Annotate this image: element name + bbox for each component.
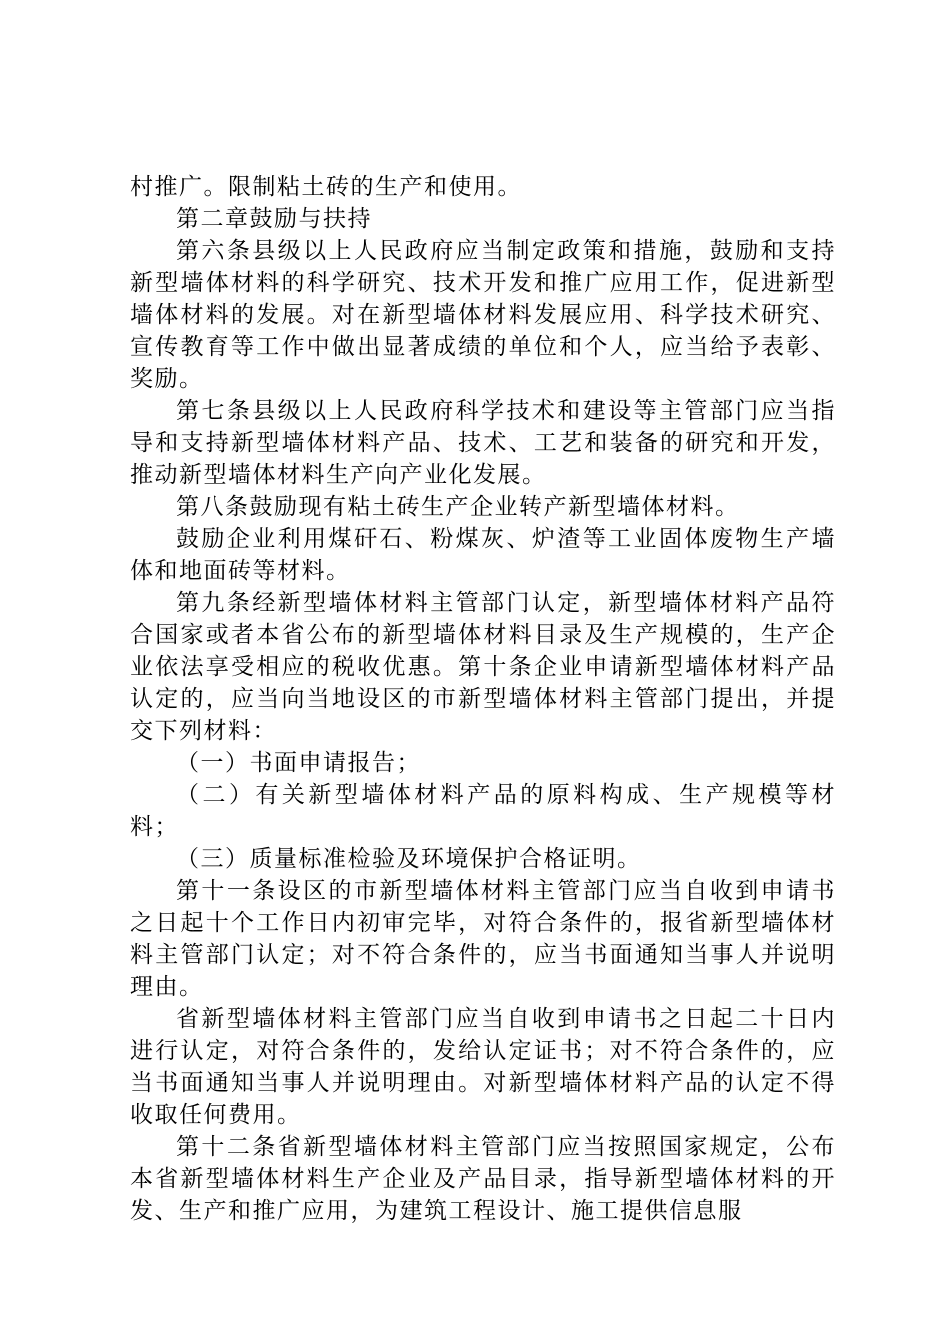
article-11: 第十一条设区的市新型墙体材料主管部门应当自收到申请书之日起十个工作日内初审完毕，对符合条件的，报省新型墙体材料主管部门认定；对不符合条件的，应当书面通知当事人并说明理由。 [130,878,836,1000]
document-body [130,171,836,1227]
article-9-10: 第九条经新型墙体材料主管部门认定，新型墙体材料产品符合国家或者本省公布的新型墙体材料目录及生产规模的，生产企业依法享受相应的税收优惠。第十条企业申请新型墙体材料产品认定的，应当向当地设区的市新型墙体材料主管部门提出，并提交下列材料： [130,590,836,744]
paragraph-1: 村推广。限制粘土砖的生产和使用。 [130,174,522,200]
article-7: 第七条县级以上人民政府科学技术和建设等主管部门应当指导和支持新型墙体材料产品、技术、工艺和装备的研究和开发，推动新型墙体材料生产向产业化发展。 [130,398,836,488]
article-11-paragraph-2: 省新型墙体材料主管部门应当自收到申请书之日起二十日内进行认定，对符合条件的，发给认定证书；对不符合条件的，应当书面通知当事人并说明理由。对新型墙体材料产品的认定不得收取任何费用。 [130,1006,836,1128]
article-8: 第八条鼓励现有粘土砖生产企业转产新型墙体材料。 [176,494,740,520]
list-item-1: （一）书面申请报告； [176,750,421,776]
list-item-2: （二）有关新型墙体材料产品的原料构成、生产规模等材料； [130,782,836,840]
article-12: 第十二条省新型墙体材料主管部门应当按照国家规定，公布本省新型墙体材料生产企业及产品目录，指导新型墙体材料的开发、生产和推广应用，为建筑工程设计、施工提供信息服 [130,1134,836,1224]
list-item-3: （三）质量标准检验及环境保护合格证明。 [176,846,642,872]
article-8-paragraph-2: 鼓励企业利用煤矸石、粉煤灰、炉渣等工业固体废物生产墙体和地面砖等材料。 [130,526,836,584]
article-6: 第六条县级以上人民政府应当制定政策和措施，鼓励和支持新型墙体材料的科学研究、技术开发和推广应用工作，促进新型墙体材料的发展。对在新型墙体材料发展应用、科学技术研究、宣传教育等工作中做出显著成绩的单位和个人，应当给予表彰、奖励。 [130,238,836,392]
chapter-heading: 第二章鼓励与扶持 [176,206,372,232]
